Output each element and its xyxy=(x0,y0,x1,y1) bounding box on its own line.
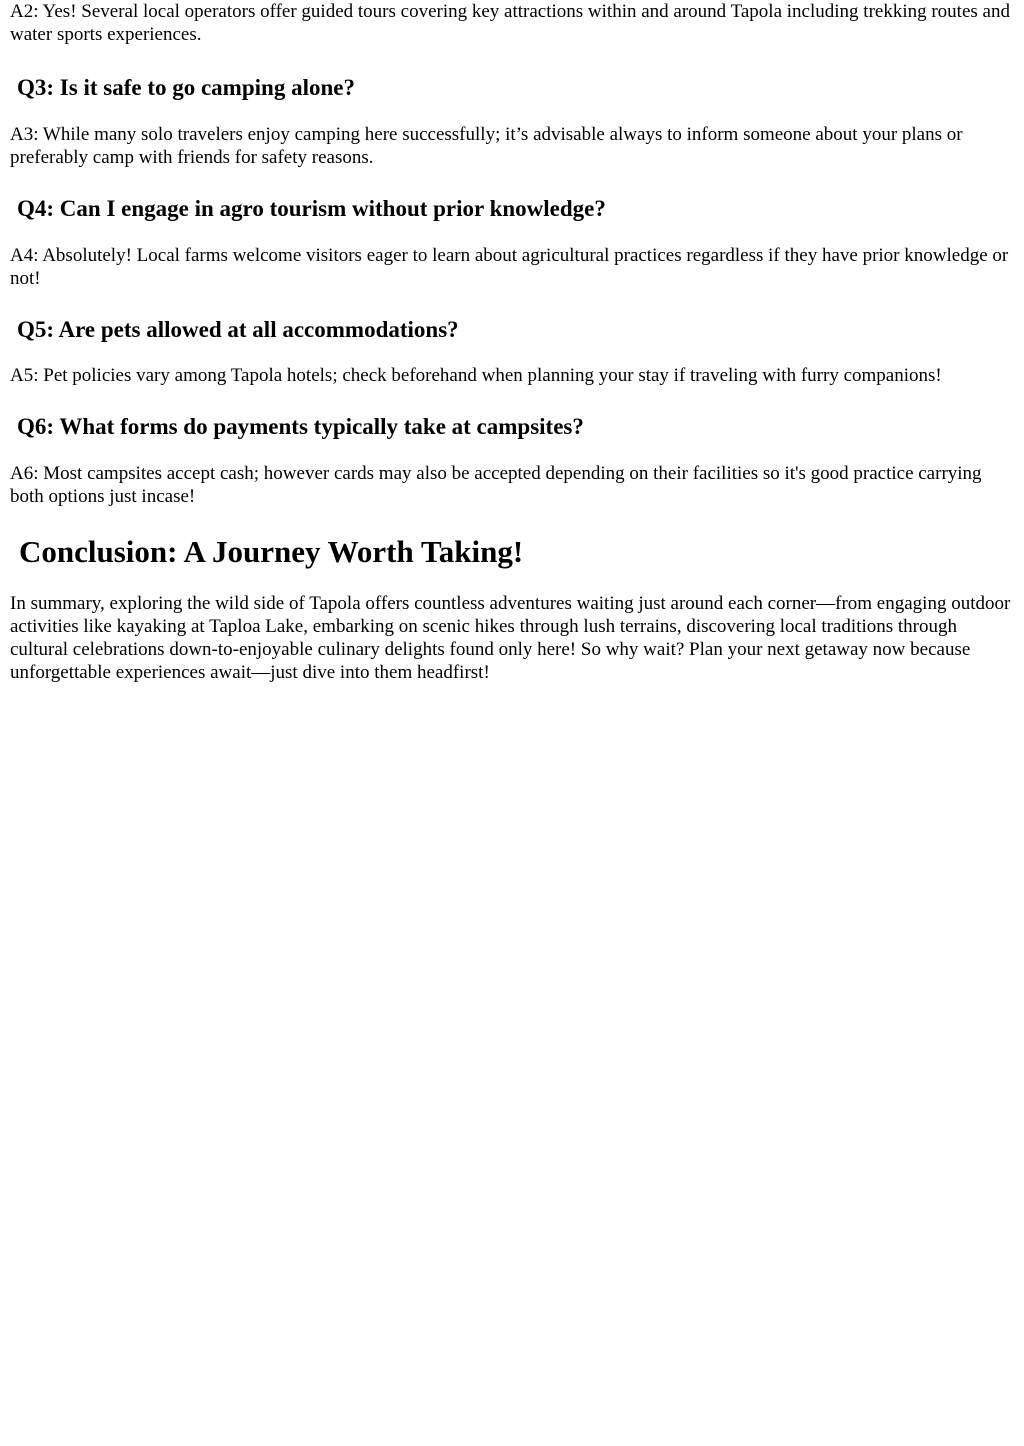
faq-answer-4: A4: Absolutely! Local farms welcome visitors eager to learn about agricultural practices regardless if they have prior knowledge or not! xyxy=(10,245,1009,289)
faq-question-6: Q6: What forms do payments typically take at campsites? xyxy=(17,414,584,439)
conclusion-heading: Conclusion: A Journey Worth Taking! xyxy=(19,534,524,569)
faq-answer-3: A3: While many solo travelers enjoy camping here successfully; it’s advisable always to inform someone about your plans or preferably camp with friends for safety reasons. xyxy=(10,124,963,168)
faq-answer-2: A2: Yes! Several local operators offer guided tours covering key attractions within and around Tapola including trekking routes and water sports experiences. xyxy=(10,1,1010,45)
faq-answer-6: A6: Most campsites accept cash; however cards may also be accepted depending on their facilities so it's good practice carrying both options just incase! xyxy=(10,463,982,507)
faq-question-3: Q3: Is it safe to go camping alone? xyxy=(17,75,355,100)
faq-question-4: Q4: Can I engage in agro tourism without prior knowledge? xyxy=(17,196,606,221)
faq-question-5: Q5: Are pets allowed at all accommodations? xyxy=(17,317,459,342)
conclusion-paragraph: In summary, exploring the wild side of Tapola offers countless adventures waiting just around each corner—from engaging outdoor activities like kayaking at Taploa Lake, embarking on scenic hikes through lush terrains, discovering local traditions through cultural celebrations down-to-enjoyable culinary delights found only here! So why wait? Plan your next getaway now because unforgettable experiences await—just dive into them headfirst! xyxy=(10,593,1011,683)
faq-answer-5: A5: Pet policies vary among Tapola hotels; check beforehand when planning your stay if traveling with furry companions! xyxy=(10,365,942,386)
document-page xyxy=(0,0,1024,684)
